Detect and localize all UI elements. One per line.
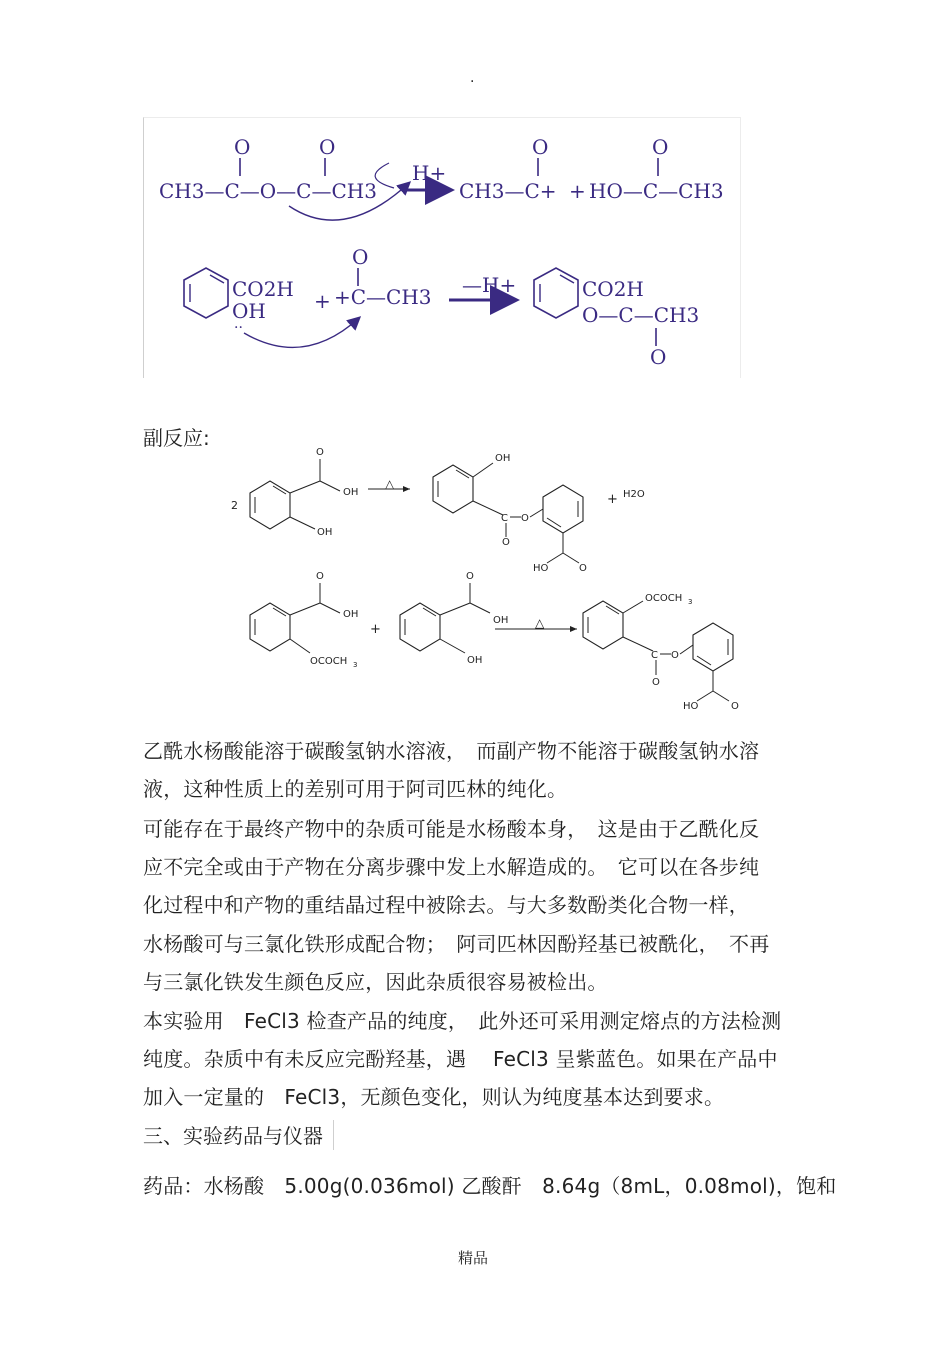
reagents-line: 药品：水杨酸 5.00g(0.036mol) 乙酸酐 8.64g（8mL，0.08mol)，饱和 xyxy=(143,1174,837,1198)
sub3-d: 3 xyxy=(353,661,358,669)
oh-e2: OH xyxy=(467,655,483,666)
oh-d: OH xyxy=(343,609,359,620)
ring-e xyxy=(400,603,440,651)
plus-2: + xyxy=(314,289,331,313)
mechanism-figure xyxy=(143,117,741,378)
paragraph-line-9: 纯度。杂质中有未反应完酚羟基，遇 FeCl3 呈紫蓝色。如果在产品中 xyxy=(143,1047,778,1071)
ring-b xyxy=(433,465,473,513)
side-reaction-1 xyxy=(231,447,645,574)
o-c: O xyxy=(579,563,587,574)
reaction-1 xyxy=(159,135,724,220)
ococh-f: OCOCH xyxy=(645,593,683,604)
side-reaction-label: 副反应: xyxy=(143,426,210,450)
product-carbonyl-o: O xyxy=(650,345,667,369)
paragraph-line-8: 本实验用 FeCl3 检查产品的纯度， 此外还可采用测定熔点的方法检测 xyxy=(143,1009,782,1033)
oh-b: OH xyxy=(317,527,333,538)
ho-g: HO xyxy=(683,701,699,712)
ho-c: HO xyxy=(533,563,549,574)
side-reactions-figure xyxy=(225,445,765,720)
ester-o-f: O xyxy=(671,650,679,661)
ring-a xyxy=(250,481,290,529)
carbonyl-o-1: O xyxy=(234,135,251,159)
o-d: O xyxy=(316,571,324,582)
heat-1: △ xyxy=(385,477,395,491)
coefficient-2: 2 xyxy=(231,499,238,512)
paragraph-line-10: 加入一定量的 FeCl3，无颜色变化，则认为纯度基本达到要求。 xyxy=(143,1085,725,1109)
anhydride-formula: CH3—C—O—C—CH3 xyxy=(159,179,377,203)
oh-a: OH xyxy=(343,487,359,498)
heat-2: △ xyxy=(535,616,545,630)
acylium-2: +C—CH3 xyxy=(334,285,432,309)
ococh-d: OCOCH xyxy=(310,656,348,667)
acylium-formula: CH3—C+ xyxy=(459,179,557,203)
oh-label: OH xyxy=(232,299,266,323)
c-ester: C xyxy=(501,513,508,524)
product-co2h: CO2H xyxy=(582,277,644,301)
o-e: O xyxy=(466,571,474,582)
ring-g xyxy=(693,623,733,671)
oh-e1: OH xyxy=(493,615,509,626)
footer-label: 精品 xyxy=(458,1249,489,1267)
o-g: O xyxy=(731,701,739,712)
o-f: O xyxy=(652,677,660,688)
reaction-2 xyxy=(184,245,699,369)
paragraph-line-5: 化过程中和产物的重结晶过程中被除去。与大多数酚类化合物一样， xyxy=(143,893,749,917)
plus-side-1: + xyxy=(607,492,618,507)
oh-c: OH xyxy=(495,453,511,464)
o-ester: O xyxy=(502,537,510,548)
paragraph-line-4: 应不完全或由于产物在分离步骤中发上水解造成的。 它可以在各步纯 xyxy=(143,855,760,879)
side-reaction-2 xyxy=(250,571,739,712)
side-reactions-svg xyxy=(225,445,765,720)
water: H2O xyxy=(623,489,645,500)
carbonyl-o-5: O xyxy=(352,245,369,269)
mechanism-svg xyxy=(144,118,740,378)
product-ester: O—C—CH3 xyxy=(582,303,700,327)
acetic-acid-formula: HO—C—CH3 xyxy=(589,179,724,203)
paragraph-line-3: 可能存在于最终产物中的杂质可能是水杨酸本身， 这是由于乙酰化反 xyxy=(143,817,760,841)
catalyst-h: H+ xyxy=(412,161,447,185)
co2h-label: CO2H xyxy=(232,277,294,301)
plus-side-2: + xyxy=(370,622,381,637)
paragraph-line-6: 水杨酸可与三氯化铁形成配合物； 阿司匹林因酚羟基已被酰化， 不再 xyxy=(143,932,770,956)
o-a: O xyxy=(316,447,324,458)
c-f: C xyxy=(651,650,658,661)
ring-f xyxy=(583,601,623,649)
paragraph-line-2: 液，这种性质上的差别可用于阿司匹林的纯化。 xyxy=(143,777,568,801)
carbonyl-o-2: O xyxy=(319,135,336,159)
paragraph-line-7: 与三氯化铁发生颜色反应，因此杂质很容易被检出。 xyxy=(143,970,608,994)
ring-d xyxy=(250,603,290,651)
ring-c xyxy=(543,485,583,533)
carbonyl-o-4: O xyxy=(652,135,669,159)
section-heading: 三、实验药品与仪器 xyxy=(143,1120,334,1150)
lone-pair: ·· xyxy=(234,320,243,336)
plus-1: + xyxy=(569,179,586,203)
minus-h: —H+ xyxy=(462,273,517,297)
carbonyl-o-3: O xyxy=(532,135,549,159)
paragraph-line-1: 乙酰水杨酸能溶于碳酸氢钠水溶液， 而副产物不能溶于碳酸氢钠水溶 xyxy=(143,739,760,763)
ester-o-bridge: O xyxy=(521,513,529,524)
header-dot: · xyxy=(470,74,475,90)
sub3-f: 3 xyxy=(688,598,693,606)
